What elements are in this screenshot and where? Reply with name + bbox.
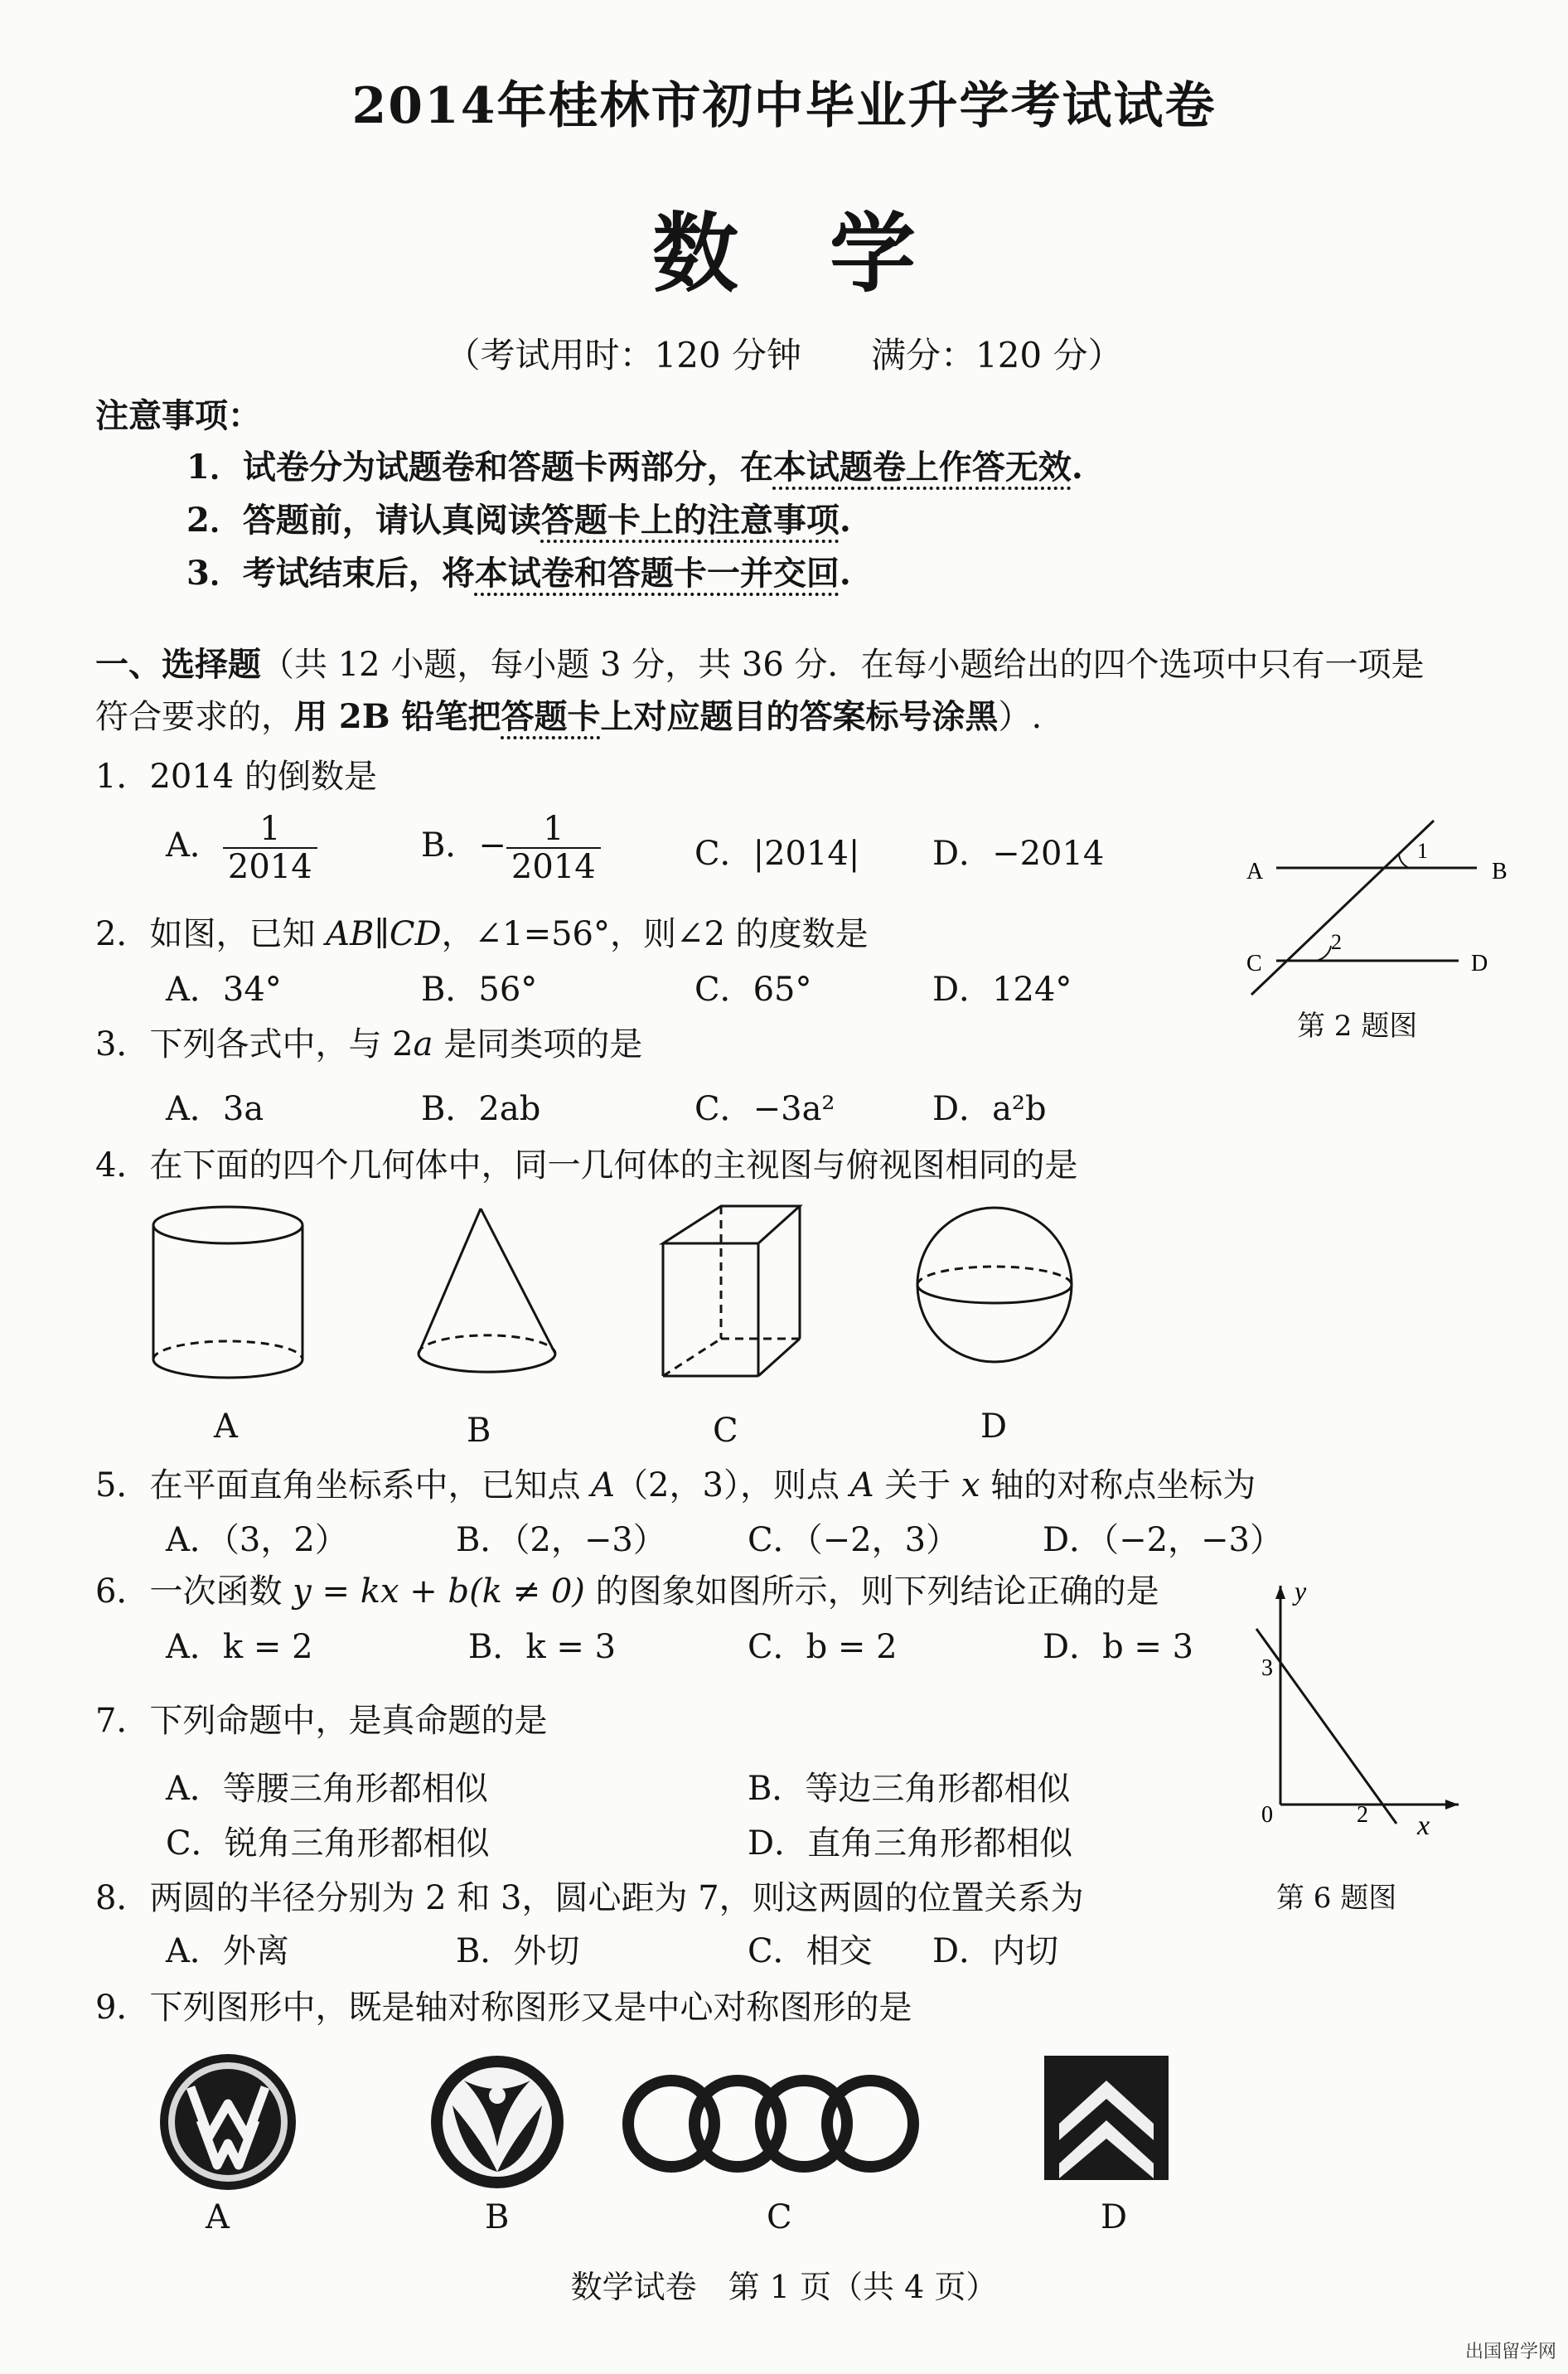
logo-d-chevron-icon <box>1044 2056 1169 2180</box>
label-b: B <box>1492 859 1508 884</box>
q1-option-d: D．−2014 <box>932 835 1105 873</box>
q9-label-d: D <box>1101 2198 1128 2236</box>
q8-option-a: A．外离 <box>166 1932 289 1970</box>
q7-option-c: C．锐角三角形都相似 <box>166 1824 490 1863</box>
q2-option-a: A．34° <box>166 971 282 1009</box>
exam-duration: （考试用时：120 分钟 满分：120 分） <box>445 335 1123 375</box>
q9-stem: 9．下列图形中，既是轴对称图形又是中心对称图形的是 <box>95 1989 912 2027</box>
q7-option-b: B．等边三角形都相似 <box>748 1770 1071 1808</box>
q8-option-c: C．相交 <box>748 1932 873 1970</box>
q9-logos <box>149 2047 1193 2213</box>
x-axis-arrow-icon <box>1445 1800 1459 1810</box>
triangular-prism-shape <box>663 1206 800 1376</box>
x-axis-label: x <box>1417 1810 1430 1841</box>
q5-option-d: D．（−2，−3） <box>1043 1521 1283 1559</box>
watermark: 出国留学网 <box>1464 2342 1556 2362</box>
q1-option-a: A． $\frac{1}{2014}$ <box>166 811 317 885</box>
q4-label-c: C <box>713 1412 738 1450</box>
q3-option-d: D．a²b <box>932 1090 1047 1128</box>
q6-figure-caption: 第 6 题图 <box>1276 1882 1397 1915</box>
q5-option-b: B．（2，−3） <box>456 1521 666 1559</box>
q8-option-d: D．内切 <box>932 1932 1059 1970</box>
q7-option-d: D．直角三角形都相似 <box>748 1824 1073 1863</box>
origin-label: 0 <box>1261 1802 1273 1828</box>
label-c: C <box>1246 951 1262 976</box>
q3-option-b: B．2ab <box>421 1090 541 1128</box>
notice-item-1: 1．试卷分为试题卷和答题卡两部分，在本试题卷上作答无效. <box>186 448 1083 487</box>
sphere-shape <box>917 1208 1072 1362</box>
q2-option-b: B．56° <box>421 971 538 1009</box>
q3-option-c: C．−3a² <box>694 1090 835 1128</box>
q2-figure-caption: 第 2 题图 <box>1297 1010 1418 1043</box>
label-d: D <box>1471 951 1488 976</box>
q6-option-d: D．b = 3 <box>1043 1628 1194 1666</box>
y-intercept-label: 3 <box>1261 1655 1273 1681</box>
q6-graph <box>1235 1571 1475 1853</box>
exam-title: 2014年桂林市初中毕业升学考试试卷 <box>351 77 1217 135</box>
q6-stem: 6．一次函数 y = kx + b(k ≠ 0) 的图象如图所示，则下列结论正确的是 <box>95 1572 1159 1611</box>
q6-option-c: C．b = 2 <box>748 1628 898 1666</box>
y-axis-label: y <box>1295 1576 1307 1606</box>
q2-stem: 2．如图，已知 AB∥CD，∠1=56°，则∠2 的度数是 <box>95 915 869 953</box>
subject-title: 数学 <box>651 202 1007 304</box>
q7-stem: 7．下列命题中，是真命题的是 <box>95 1702 548 1740</box>
q8-option-b: B．外切 <box>456 1932 580 1970</box>
angle-2-arc <box>1315 946 1331 961</box>
function-line <box>1256 1629 1396 1824</box>
logo-c-rings-icon <box>628 2081 913 2167</box>
q1-option-b: B．− $\frac{1}{2014}$ <box>421 811 601 885</box>
section-1-intro: 一、选择题（共 12 小题，每小题 3 分，共 36 分．在每小题给出的四个选项中只有一项是 <box>95 645 1425 684</box>
q7-option-a: A．等腰三角形都相似 <box>166 1770 488 1808</box>
section-1-intro-cont: 符合要求的，用 2B 铅笔把答题卡上对应题目的答案标号涂黑）. <box>95 697 1043 736</box>
q3-option-a: A．3a <box>166 1090 264 1128</box>
q1-option-c: C．|2014| <box>694 835 860 873</box>
x-intercept-label: 2 <box>1357 1802 1368 1828</box>
label-angle-1: 1 <box>1417 839 1428 863</box>
angle-1-arc <box>1399 855 1409 868</box>
q2-option-d: D．124° <box>932 971 1072 1009</box>
q4-label-b: B <box>467 1412 491 1450</box>
q8-stem: 8．两圆的半径分别为 2 和 3，圆心距为 7，则这两圆的位置关系为 <box>95 1879 1084 1917</box>
q6-option-b: B．k = 3 <box>468 1628 617 1666</box>
q9-label-b: B <box>485 2198 510 2236</box>
q4-label-a: A <box>214 1407 238 1446</box>
y-axis-arrow-icon <box>1275 1586 1285 1599</box>
logo-b-dongfeng-icon <box>431 2056 564 2188</box>
notice-item-3: 3．考试结束后，将本试卷和答题卡一并交回. <box>186 554 851 593</box>
q5-option-a: A．（3，2） <box>166 1521 348 1559</box>
cone-shape <box>419 1209 555 1372</box>
label-a: A <box>1246 859 1264 884</box>
page-footer: 数学试卷 第 1 页（共 4 页） <box>570 2269 998 2305</box>
q4-stem: 4．在下面的四个几何体中，同一几何体的主视图与俯视图相同的是 <box>95 1146 1078 1185</box>
q3-stem: 3．下列各式中，与 2a 是同类项的是 <box>95 1025 643 1063</box>
q4-label-d: D <box>980 1407 1008 1446</box>
q5-option-c: C．（−2，3） <box>748 1521 960 1559</box>
logo-a-vw-icon <box>160 2054 296 2190</box>
q9-label-c: C <box>767 2198 792 2236</box>
q1-stem: 1．2014 的倒数是 <box>95 758 377 796</box>
cylinder-shape <box>153 1207 302 1378</box>
q2-figure <box>1202 808 1517 1024</box>
transversal-line <box>1251 821 1434 995</box>
q2-option-c: C．65° <box>694 971 812 1009</box>
q4-solids <box>141 1194 1135 1409</box>
q6-option-a: A．k = 2 <box>166 1628 313 1666</box>
notice-heading: 注意事项： <box>95 396 261 435</box>
label-angle-2: 2 <box>1331 930 1342 954</box>
q9-label-a: A <box>206 2198 230 2236</box>
notice-item-2: 2．答题前，请认真阅读答题卡上的注意事项. <box>186 501 851 540</box>
q5-stem: 5．在平面直角坐标系中，已知点 A（2，3），则点 A 关于 x 轴的对称点坐标为 <box>95 1466 1256 1504</box>
